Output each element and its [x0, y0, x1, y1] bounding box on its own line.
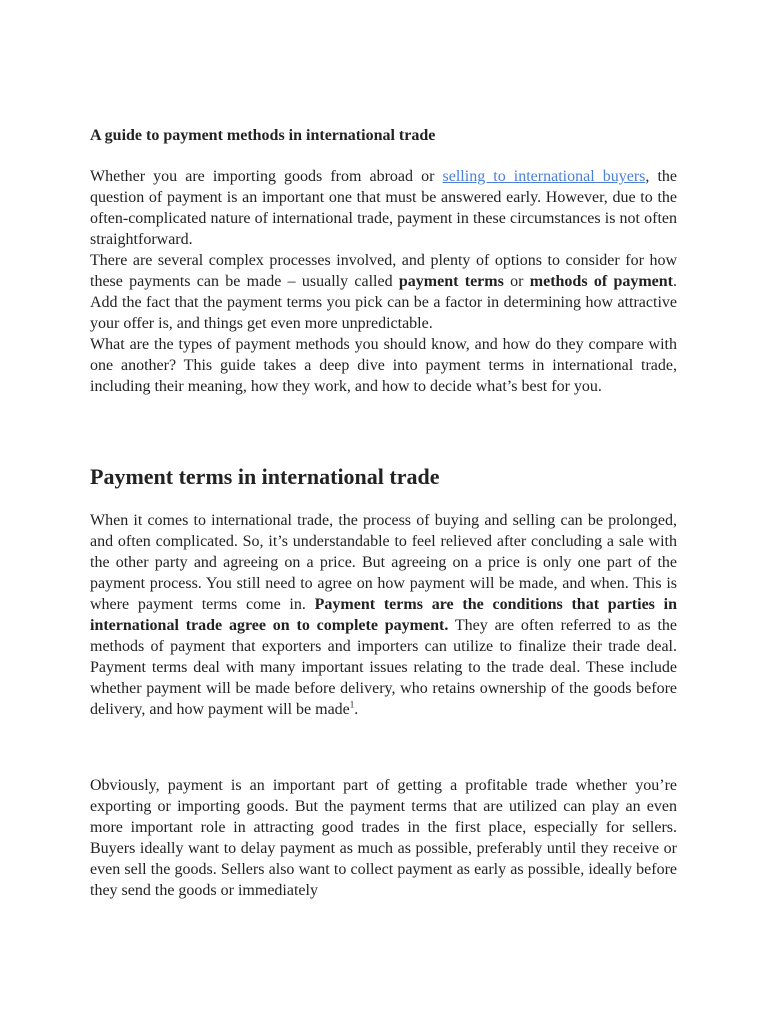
- payment-terms-bold: payment terms: [398, 273, 504, 290]
- intro-p1-text-after-link: , the question of payment is an important one that must be answered early. However, due to the often-complicated nature of international trade, payment in these circumstances is not often straightforward.: [90, 168, 678, 248]
- section-p1-text-start: When it comes to international trade, the process of buying and selling can be prolonged, and often complicated. So, it’s understandable to feel relieved after concluding a sale with the other party and agreeing on a price. But agreeing on a price is only one part of the payment process. You still need to agree on how payment will be made, and when. This is where payment terms come in.: [90, 512, 677, 613]
- intro-p2-text-end: . Add the fact that the payment terms you pick can be a factor in determining how attractive your offer is, and things get even more unpredictable.: [90, 273, 678, 332]
- intro-paragraph-2: [90, 250, 677, 334]
- methods-of-payment-bold: methods of payment: [529, 273, 674, 290]
- section-p1-text-after-bold: They are often referred to as the methods of payment that exporters and importers can utilize to finalize their trade deal. Payment terms deal with many important issues relating to the trade deal. These include whether payment will be made before delivery, who retains ownership of the goods before delivery, and how payment will be made: [90, 617, 678, 718]
- section-heading: Payment terms in international trade: [90, 464, 440, 489]
- payment-terms-definition-bold: Payment terms are the conditions that parties in international trade agree on to complete payment.: [90, 596, 678, 634]
- section-body-continued: [90, 775, 677, 901]
- footnote-marker: 1: [349, 699, 355, 710]
- section-paragraph-2: Obviously, payment is an important part of getting a profitable trade whether you’re exporting or importing goods. But the payment terms that are utilized can play an even more important role in attracting good trades in the first place, especially for sellers. Buyers ideally want to delay payment as much as possible, preferably until they receive or even sell the goods. Sellers also want to collect payment as early as possible, ideally before they send the goods or immediately: [90, 777, 677, 899]
- intro-p2-text-or: or: [503, 273, 530, 290]
- section-paragraph-1: [90, 510, 677, 720]
- intro-section: [90, 166, 677, 397]
- intro-p1-text-before-link: Whether you are importing goods from abroad or: [90, 168, 443, 185]
- section-p1-text-end: .: [354, 701, 359, 718]
- intro-paragraph-3: What are the types of payment methods you should know, and how do they compare with one another? This guide takes a deep dive into payment terms in international trade, including their meaning, how they work, and how to decide what’s best for you.: [90, 336, 677, 395]
- document-title: A guide to payment methods in international trade: [90, 127, 436, 144]
- intro-p2-text-start: There are several complex processes involved, and plenty of options to consider for how these payments can be made – usually called: [90, 252, 677, 290]
- international-buyers-link[interactable]: selling to international buyers: [442, 168, 646, 185]
- intro-paragraph-1: [90, 166, 677, 250]
- section-body: [90, 510, 677, 720]
